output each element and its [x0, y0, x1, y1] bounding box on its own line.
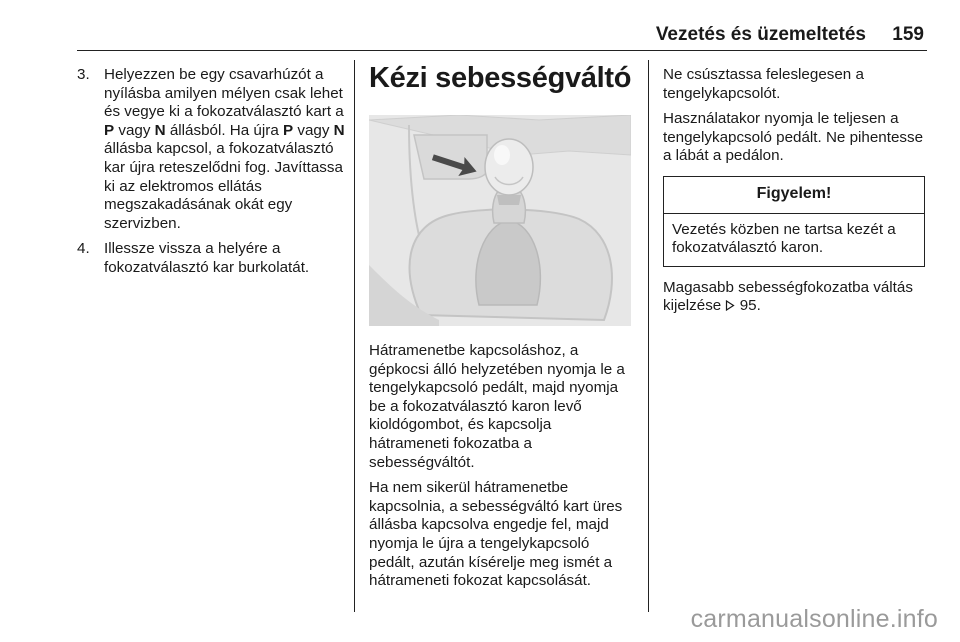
paragraph: Magasabb sebességfokozatba váltás kijelzése 95.	[663, 278, 913, 315]
paragraph: Hátramenetbe kapcsoláshoz, a gépkocsi álló helyzetében nyomja le a tengelykapcsoló pedált, majd nyomja be a fokozatválasztó karon levő kioldógombot, és kapcsolja hátrameneti fokozatba a sebességváltót.	[369, 342, 625, 471]
paragraph: Ha nem sikerül hátramenetbe kapcsolnia, a sebességváltó kart üres állásba kapcsolva engedje fel, majd nyomja le újra a tengelykapcsoló pedált, azután kísérelje meg ismét a hátrameneti fokozat kapcsolását.	[369, 479, 623, 590]
middle-column-text	[369, 342, 635, 598]
page-number: 159	[892, 24, 924, 45]
list-item-number: 4.	[77, 240, 90, 258]
gear-shift-illustration	[369, 115, 631, 326]
list-item	[77, 240, 345, 277]
paragraph: Ne csúsztassa feleslegesen a tengelykapcsolót.	[663, 66, 864, 102]
column-divider	[354, 60, 355, 612]
list-item-text: Helyezzen be egy csavarhúzót a nyílásba amilyen mélyen csak lehet és vegye ki a fokozatválasztó kart a P vagy N állásból. Ha újra P vagy N állásba kapcsol, a fokozatválasztó kar újra reteszelődni fog. Javíttassa ki az elektromos ellátás megszakadásának okát egy szervizben.	[104, 66, 345, 232]
section-title: Kézi sebességváltó	[369, 62, 632, 94]
list-item-number: 3.	[77, 66, 90, 83]
right-column	[663, 66, 925, 323]
header-title: Vezetés és üzemeltetés	[655, 24, 866, 45]
gear-label: N	[154, 121, 166, 139]
column-divider	[648, 60, 649, 612]
gear-label: P	[104, 121, 115, 139]
gear-label: P	[282, 121, 294, 139]
header-rule	[77, 50, 927, 51]
notice-title: Figyelem!	[664, 177, 924, 214]
gear-label: N	[333, 121, 345, 139]
watermark: carmanualsonline.info	[690, 605, 938, 633]
list-item	[77, 66, 345, 233]
paragraph: Használatakor nyomja le teljesen a tengelykapcsoló pedált. Ne pihentesse a lábát a pedálon.	[663, 110, 924, 165]
notice-box	[663, 176, 925, 267]
notice-body: Vezetés közben ne tartsa kezét a fokozatválasztó karon.	[672, 220, 896, 257]
reference-link[interactable]: 95.	[725, 297, 760, 314]
list-item-text: Illessze vissza a helyére a fokozatválasztó kar burkolatát.	[104, 240, 310, 276]
triangle-arrow-icon	[725, 300, 735, 311]
left-column	[77, 66, 345, 285]
